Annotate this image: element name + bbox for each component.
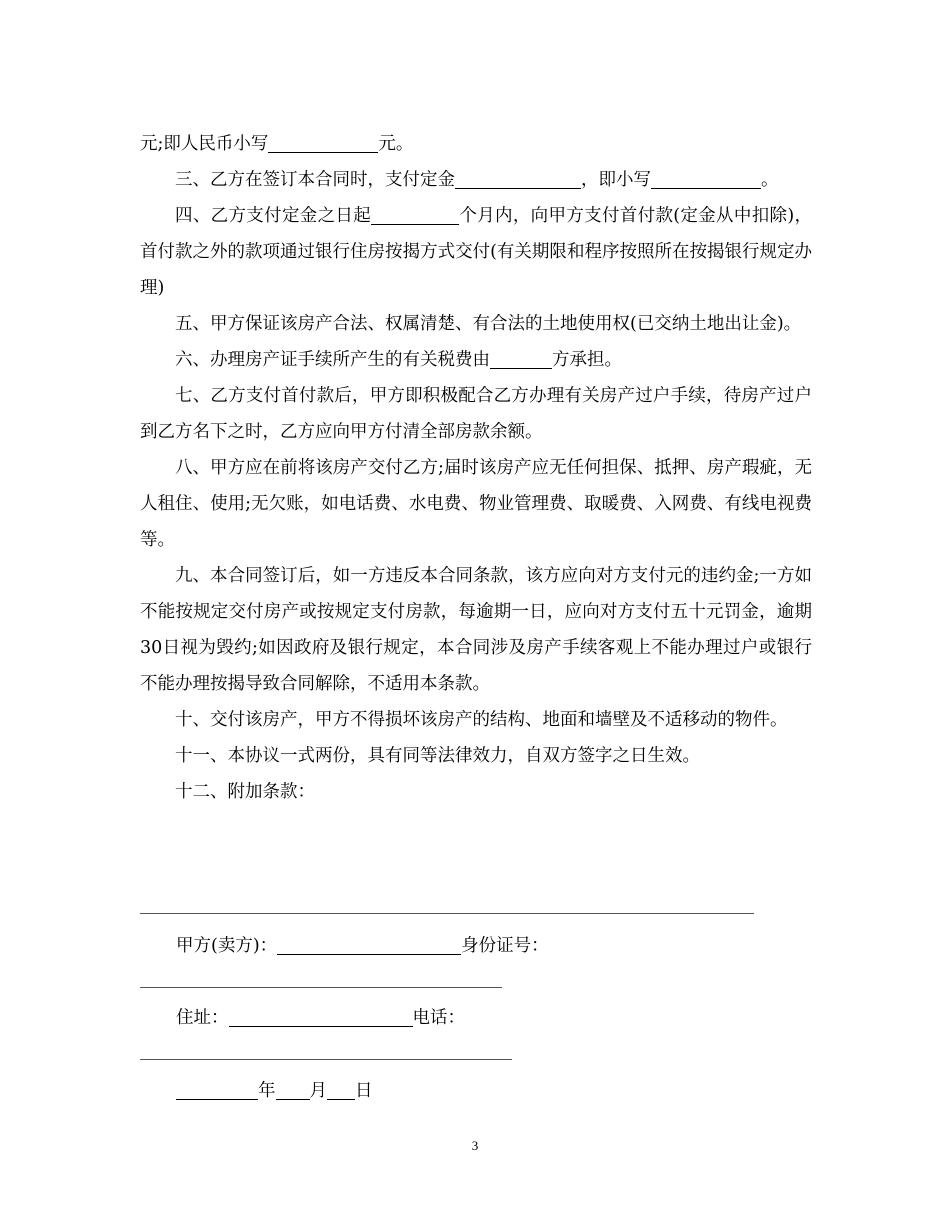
additional-terms-line xyxy=(140,913,754,914)
clause-3: 三、乙方在签订本合同时，支付定金 ，即小写 。 xyxy=(175,170,779,190)
clause-4: 四、乙方支付定金之日起 个月内，向甲方支付首付款(定金从中扣除)，首付款之外的款项通过银行住房按揭方式交付(有关期限和程序按照所在按揭银行规定办理) xyxy=(140,206,813,298)
month-blank xyxy=(276,1081,310,1100)
day-blank xyxy=(327,1081,355,1100)
blank-field xyxy=(490,350,552,369)
blank-field xyxy=(651,170,761,189)
year-blank xyxy=(176,1081,258,1100)
page-number: 3 xyxy=(471,1138,479,1153)
clause-11: 十一、本协议一式两份，具有同等法律效力，自双方签字之日生效。 xyxy=(175,746,700,766)
clause-10: 十、交付该房产，甲方不得损坏该房产的结构、地面和墙壁及不适移动的物件。 xyxy=(175,710,788,730)
clause-8: 八、甲方应在前将该房产交付乙方;届时该房产应无任何担保、抵押、房产瑕疵，无人租住、使用;无欠账，如电话费、水电费、物业管理费、取暖费、入网费、有线电视费等。 xyxy=(140,458,812,550)
clause-6: 六、办理房产证手续所产生的有关税费由 方承担。 xyxy=(175,350,622,370)
blank-field xyxy=(455,170,581,189)
blank-field xyxy=(371,206,459,225)
blank-field xyxy=(268,134,378,153)
paragraph-continuation: 元;即人民币小写 元。 xyxy=(140,134,414,154)
contract-body xyxy=(140,126,812,810)
party-a-name-blank xyxy=(277,936,461,955)
clause-9: 九、本合同签订后，如一方违反本合同条款，该方应向对方支付元的违约金;一方如不能按规定交付房产或按规定支付房款，每逾期一日，应向对方支付五十元罚金，逾期30日视为毁约;如因政府及银行规定，本合同涉及房产手续客观上不能办理过户或银行不能办理按揭导致合同解除，不适用本条款。 xyxy=(140,566,812,694)
clause-5: 五、甲方保证该房产合法、权属清楚、有合法的土地使用权(已交纳土地出让金)。 xyxy=(175,314,802,334)
id-number-line xyxy=(140,987,502,988)
phone-line xyxy=(140,1059,512,1060)
clause-7: 七、乙方支付首付款后，甲方即积极配合乙方办理有关房产过户手续，待房产过户到乙方名下之时，乙方应向甲方付清全部房款余额。 xyxy=(140,386,812,442)
date-row: 年 月 日 xyxy=(176,1073,373,1109)
address-blank xyxy=(229,1008,413,1027)
party-a-row: 甲方(卖方)： 身份证号： xyxy=(176,936,549,956)
clause-12: 十二、附加条款： xyxy=(175,782,315,802)
address-row: 住址： 电话： xyxy=(176,1008,465,1028)
